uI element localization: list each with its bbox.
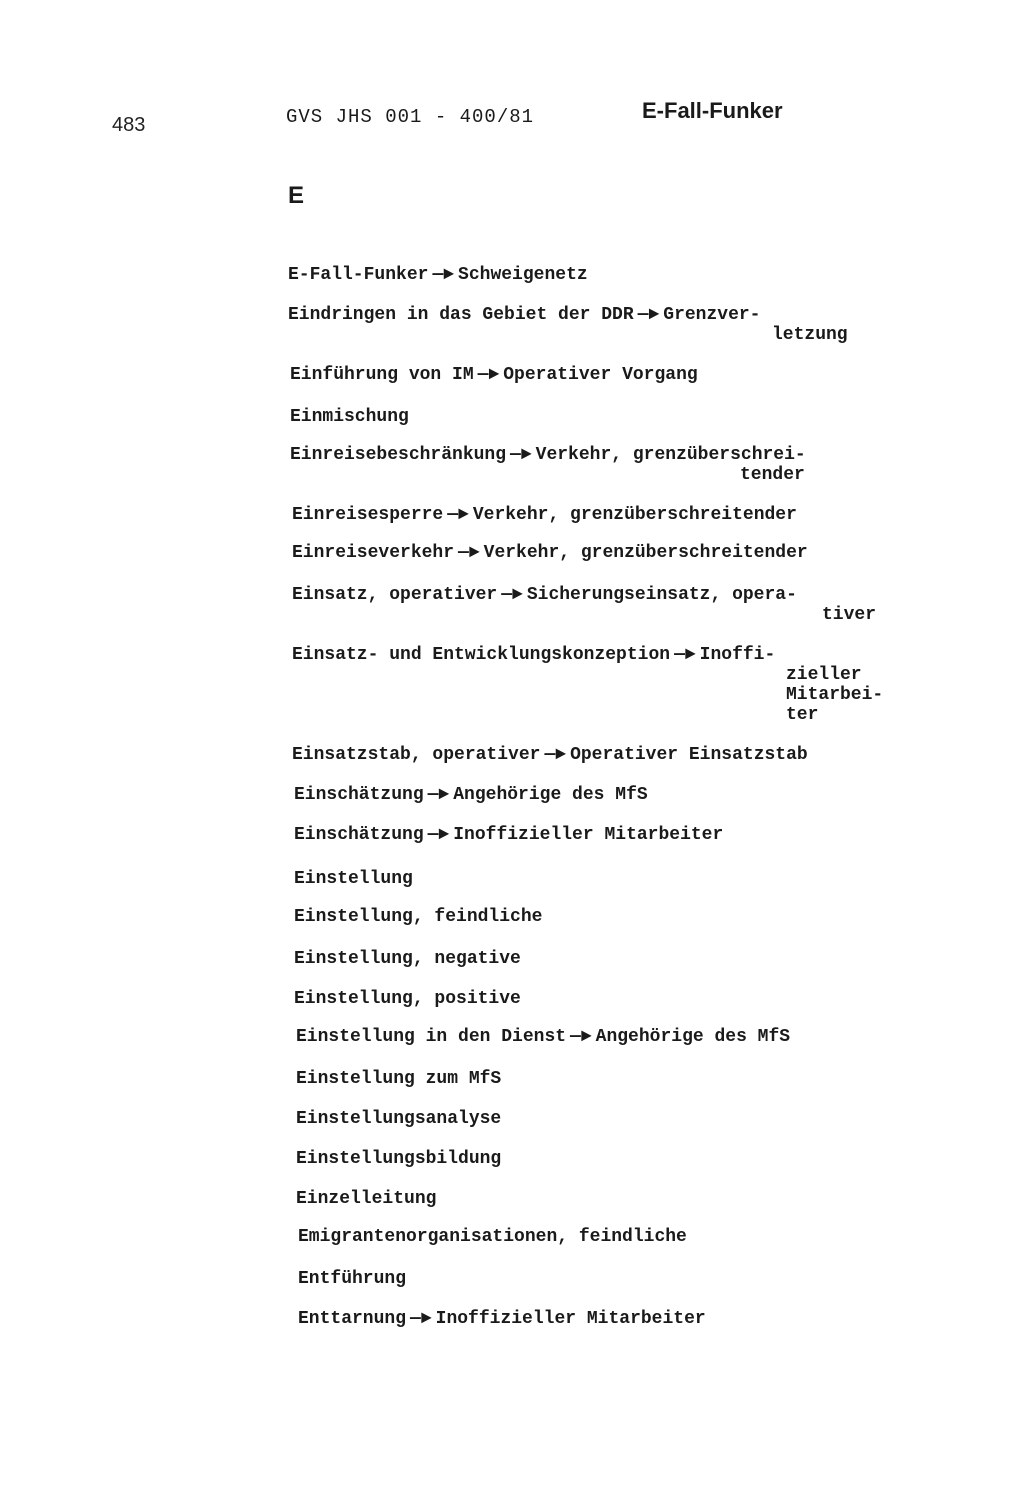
cross-reference-arrow-icon: —► (510, 445, 532, 465)
entry-term: Einstellung, feindliche (294, 907, 543, 927)
entry-term: Einreiseverkehr (292, 543, 455, 563)
entry-target: Inoffizieller Mitarbeiter (453, 825, 724, 845)
cross-reference-arrow-icon: —► (427, 825, 450, 845)
entry-term: Einmischung (290, 407, 409, 427)
entry-term: Einstellung, positive (294, 989, 521, 1009)
index-entry (290, 366, 698, 385)
entry-target-line: zieller (786, 665, 862, 685)
document-reference: GVS JHS 001 - 400/81 (286, 106, 535, 128)
entry-term: Entführung (298, 1269, 407, 1289)
index-entry (298, 1310, 706, 1329)
entry-target: Angehörige des MfS (453, 785, 648, 805)
index-entry (290, 446, 806, 465)
entry-target-line: Mitarbei- (786, 685, 884, 705)
index-entry (292, 506, 797, 525)
cross-reference-arrow-icon: —► (427, 785, 450, 805)
entry-term: Einstellung, negative (294, 949, 521, 969)
entry-term: Einstellungsbildung (296, 1149, 502, 1169)
entry-term: Einreisesperre (292, 505, 444, 525)
entry-target-line: Verkehr, grenzüberschrei- (535, 445, 806, 465)
index-entry (294, 786, 648, 805)
index-entry (296, 1110, 501, 1129)
running-head: E-Fall-Funker (642, 98, 783, 123)
index-entry (294, 826, 723, 845)
cross-reference-arrow-icon: —► (447, 505, 469, 525)
index-entry (294, 990, 521, 1009)
entry-term: Einstellung in den Dienst (296, 1027, 567, 1047)
cross-reference-arrow-icon: —► (410, 1309, 432, 1329)
entry-term: E-Fall-Funker (288, 265, 429, 285)
entry-term: Einschätzung (294, 825, 424, 845)
cross-reference-arrow-icon: —► (458, 543, 480, 563)
index-entry (292, 746, 808, 765)
section-letter: E (288, 182, 305, 209)
index-entry (294, 950, 521, 969)
index-entry (296, 1190, 436, 1209)
entry-term: Einsatz, operativer (292, 585, 498, 605)
entry-term: Einschätzung (294, 785, 424, 805)
entry-target-line: ter (786, 705, 819, 725)
entry-target: Operativer Vorgang (503, 365, 698, 385)
entry-target: Inoffizieller Mitarbeiter (435, 1309, 706, 1329)
entry-term: Einstellungsanalyse (296, 1109, 502, 1129)
index-entry (290, 408, 409, 427)
index-entry (292, 586, 797, 605)
entry-term: Einsatz- und Entwicklungskonzeption (292, 645, 671, 665)
cross-reference-arrow-icon: —► (570, 1027, 592, 1047)
index-entry (292, 646, 775, 665)
page-number: 483 (112, 114, 146, 136)
entry-target: Schweigenetz (458, 265, 588, 285)
entry-target-line: tiver (822, 605, 877, 625)
index-entry (294, 908, 542, 927)
entry-term: Einführung von IM (290, 365, 474, 385)
index-entry (296, 1070, 501, 1089)
entry-target: Angehörige des MfS (595, 1027, 791, 1047)
index-entry (288, 306, 760, 325)
cross-reference-arrow-icon: —► (432, 265, 455, 285)
cross-reference-arrow-icon: —► (544, 745, 567, 765)
index-entry (292, 544, 808, 563)
entry-target: Verkehr, grenzüberschreitender (483, 543, 808, 563)
entry-term: Einsatzstab, operativer (292, 745, 541, 765)
index-entry (288, 266, 588, 285)
entry-target: Operativer Einsatzstab (570, 745, 808, 765)
entry-target-line: Sicherungseinsatz, opera- (526, 585, 797, 605)
cross-reference-arrow-icon: —► (637, 305, 660, 325)
cross-reference-arrow-icon: —► (501, 585, 523, 605)
index-entry (298, 1228, 687, 1247)
entry-term: Einstellung (294, 869, 413, 889)
entry-term: Einzelleitung (296, 1189, 437, 1209)
index-entry (296, 1028, 790, 1047)
entry-target-line: Grenzver- (663, 305, 761, 325)
entry-target-line: Inoffi- (699, 645, 776, 665)
entry-target-line: letzung (772, 325, 848, 345)
cross-reference-arrow-icon: —► (477, 365, 500, 385)
entry-term: Einreisebeschränkung (290, 445, 507, 465)
entry-term: Einstellung zum MfS (296, 1069, 502, 1089)
entry-target: Verkehr, grenzüberschreitender (472, 505, 797, 525)
cross-reference-arrow-icon: —► (674, 645, 696, 665)
entry-term: Eindringen in das Gebiet der DDR (288, 305, 634, 325)
index-entry (296, 1150, 501, 1169)
index-entry (298, 1270, 406, 1289)
index-entry (294, 870, 413, 889)
entry-term: Emigrantenorganisationen, feindliche (298, 1227, 687, 1247)
entry-target-line: tender (740, 465, 805, 485)
entry-term: Enttarnung (298, 1309, 407, 1329)
